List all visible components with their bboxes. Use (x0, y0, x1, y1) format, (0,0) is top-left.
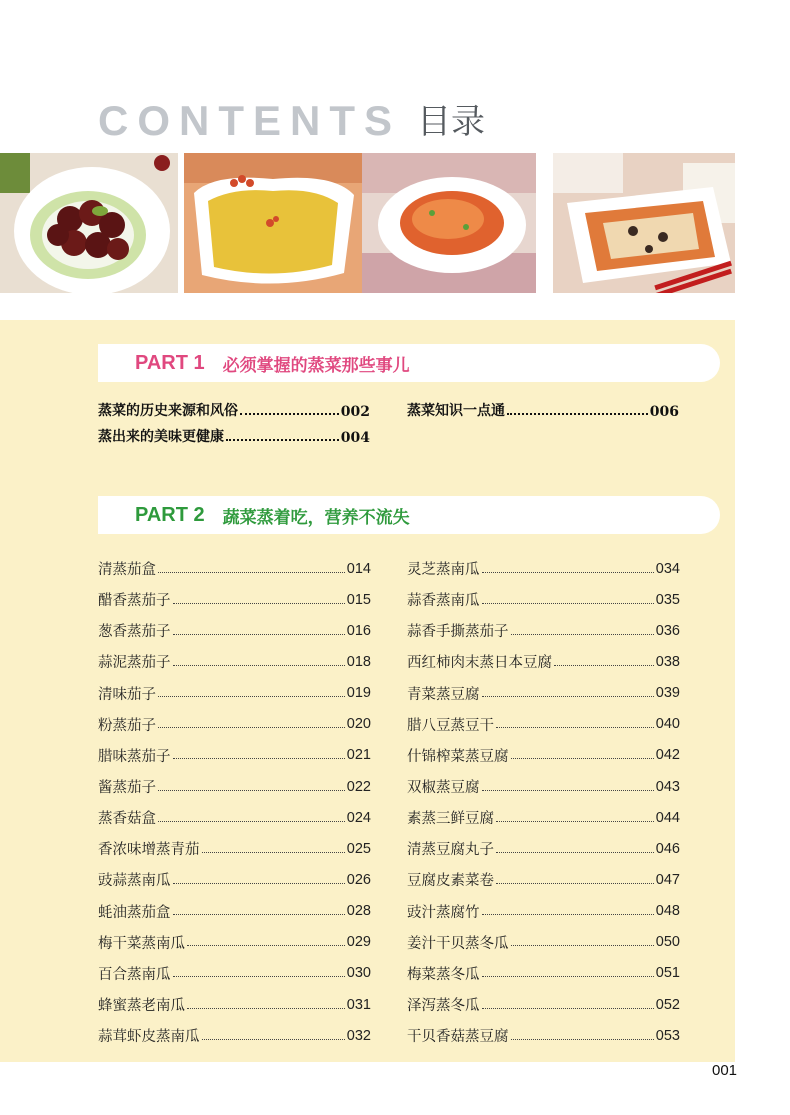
toc-entry-label: 蒜泥蒸茄子 (98, 655, 171, 672)
dot-leader (158, 571, 345, 573)
dot-leader (511, 944, 654, 946)
toc-entry-label: 素蒸三鲜豆腐 (407, 811, 494, 828)
part2-title: 蔬菜蒸着吃，营养不流失 (222, 507, 410, 528)
part1-number: PART 1 (135, 351, 205, 374)
toc-entry-page: 020 (346, 716, 371, 733)
dot-leader (482, 571, 654, 573)
toc-entry[interactable] (407, 833, 680, 864)
toc-entry-page: 035 (655, 591, 680, 608)
toc-entry[interactable] (407, 958, 680, 989)
toc-entry-label: 蒜香蒸南瓜 (407, 593, 480, 610)
dot-leader (173, 757, 345, 759)
toc-entry[interactable] (98, 989, 371, 1020)
dot-leader (158, 695, 345, 697)
dot-leader (173, 882, 345, 884)
toc-entry[interactable] (98, 833, 371, 864)
shredded-carrot-dish-photo (362, 153, 536, 293)
toc-entry[interactable] (407, 615, 680, 646)
toc-entry-label: 清蒸豆腐丸子 (407, 842, 494, 859)
steamed-corn-pudding-photo (184, 153, 362, 293)
dot-leader (226, 439, 339, 441)
part1-title: 必须掌握的蒸菜那些事儿 (222, 355, 410, 376)
page-title (98, 92, 485, 142)
dot-leader (482, 1007, 654, 1009)
toc-entry-page: 043 (655, 778, 680, 795)
toc-entry-label: 清蒸茄盒 (98, 562, 156, 579)
dot-leader (496, 820, 654, 822)
dot-leader (158, 820, 345, 822)
toc-entry[interactable] (407, 802, 680, 833)
toc-entry-label: 蒸出来的美味更健康 (98, 429, 224, 445)
toc-entry[interactable] (407, 864, 680, 895)
dot-leader (173, 633, 345, 635)
toc-entry[interactable] (98, 802, 371, 833)
toc-entry-label: 豉汁蒸腐竹 (407, 904, 480, 921)
toc-entry[interactable] (98, 584, 371, 615)
dot-leader (173, 664, 345, 666)
toc-entry[interactable] (98, 646, 371, 677)
toc-entry-label: 泽泻蒸冬瓜 (407, 998, 480, 1015)
toc-entry[interactable] (98, 896, 371, 927)
toc-entry-label: 百合蒸南瓜 (98, 966, 171, 983)
toc-entry-page: 016 (346, 622, 371, 639)
toc-entry[interactable] (407, 678, 680, 709)
toc-entry-page: 042 (655, 747, 680, 764)
toc-entry-label: 腊味蒸茄子 (98, 748, 171, 765)
toc-entry-page: 030 (346, 965, 371, 982)
toc-entry[interactable] (407, 709, 680, 740)
dot-leader (187, 944, 345, 946)
toc-entry-page: 026 (346, 871, 371, 888)
toc-entry-page: 038 (655, 653, 680, 670)
toc-entry-page: 014 (346, 560, 371, 577)
toc-entry-page: 040 (655, 716, 680, 733)
dot-leader (554, 664, 654, 666)
toc-entry-page: 004 (340, 430, 370, 446)
toc-entry-page: 006 (649, 404, 679, 420)
toc-entry-page: 052 (655, 996, 680, 1013)
toc-entry-label: 蚝油蒸茄盒 (98, 904, 171, 921)
toc-entry-page: 031 (346, 996, 371, 1013)
toc-entry[interactable] (407, 771, 680, 802)
part1-header (98, 344, 720, 382)
toc-entry-label: 腊八豆蒸豆干 (407, 717, 494, 734)
part2-right-column (407, 553, 680, 1051)
toc-entry-label: 什锦榨菜蒸豆腐 (407, 748, 509, 765)
dot-leader (482, 602, 654, 604)
dot-leader (507, 413, 648, 415)
toc-entry-label: 姜汁干贝蒸冬瓜 (407, 935, 509, 952)
toc-entry-page: 002 (340, 404, 370, 420)
toc-entry-label: 西红柿肉末蒸日本豆腐 (407, 655, 552, 672)
toc-entry-page: 046 (655, 840, 680, 857)
toc-entry[interactable] (98, 771, 371, 802)
toc-entry[interactable] (407, 989, 680, 1020)
dot-leader (158, 726, 345, 728)
dot-leader (496, 851, 654, 853)
toc-entry[interactable] (407, 927, 680, 958)
toc-entry-page: 028 (346, 903, 371, 920)
dot-leader (173, 975, 345, 977)
toc-entry-label: 蒜茸虾皮蒸南瓜 (98, 1029, 200, 1046)
mixed-shredded-vegetables-photo (553, 153, 735, 293)
toc-entry[interactable] (98, 553, 371, 584)
toc-entry-label: 青菜蒸豆腐 (407, 686, 480, 703)
toc-entry[interactable] (407, 584, 680, 615)
toc-entry-page: 053 (655, 1027, 680, 1044)
page-number: 001 (712, 1062, 738, 1079)
toc-entry-page: 036 (655, 622, 680, 639)
toc-entry[interactable] (98, 615, 371, 646)
dot-leader (173, 602, 345, 604)
toc-entry[interactable] (407, 740, 680, 771)
toc-entry-page: 022 (346, 778, 371, 795)
toc-entry-label: 梅干菜蒸南瓜 (98, 935, 185, 952)
toc-entry[interactable] (407, 646, 680, 677)
toc-entry-label: 香浓味增蒸青茄 (98, 842, 200, 859)
dot-leader (202, 1038, 345, 1040)
toc-entry-label: 蒸香菇盒 (98, 811, 156, 828)
toc-entry-label: 灵芝蒸南瓜 (407, 562, 480, 579)
toc-entry-label: 酱蒸茄子 (98, 780, 156, 797)
title-chinese: 目录 (417, 102, 485, 142)
toc-entry-page: 050 (655, 934, 680, 951)
toc-entry-page: 032 (346, 1027, 371, 1044)
toc-entry[interactable] (407, 553, 680, 584)
toc-entry-label: 清味茄子 (98, 686, 156, 703)
dot-leader (511, 633, 654, 635)
toc-entry[interactable] (98, 1020, 371, 1051)
toc-entry-label: 蒸菜的历史来源和风俗 (98, 403, 238, 419)
toc-entry-label: 豆腐皮素菜卷 (407, 873, 494, 890)
toc-entry-page: 015 (346, 591, 371, 608)
toc-entry-label: 蒜香手撕蒸茄子 (407, 624, 509, 641)
toc-entry-label: 粉蒸茄子 (98, 717, 156, 734)
toc-entry[interactable] (98, 740, 371, 771)
part2-number: PART 2 (135, 503, 205, 526)
toc-entry-page: 021 (346, 747, 371, 764)
toc-entry[interactable] (98, 400, 370, 420)
steamed-jujube-dish-photo (0, 153, 178, 293)
dot-leader (482, 695, 654, 697)
title-english: CONTENTS (98, 97, 401, 144)
dot-leader (496, 882, 654, 884)
toc-entry-page: 019 (346, 685, 371, 702)
dot-leader (496, 726, 654, 728)
toc-entry-page: 039 (655, 685, 680, 702)
toc-entry-label: 双椒蒸豆腐 (407, 780, 480, 797)
toc-entry-page: 051 (655, 965, 680, 982)
toc-entry-page: 018 (346, 653, 371, 670)
dot-leader (511, 757, 654, 759)
dot-leader (202, 851, 345, 853)
part2-left-column (98, 553, 371, 1051)
toc-entry-label: 蜂蜜蒸老南瓜 (98, 998, 185, 1015)
toc-entry-page: 034 (655, 560, 680, 577)
toc-entry-label: 豉蒜蒸南瓜 (98, 873, 171, 890)
toc-entry[interactable] (98, 927, 371, 958)
dot-leader (482, 913, 654, 915)
toc-entry[interactable] (98, 678, 371, 709)
dot-leader (187, 1007, 345, 1009)
toc-entry-page: 048 (655, 903, 680, 920)
part2-header (98, 496, 720, 534)
toc-entry[interactable] (407, 400, 679, 420)
toc-entry[interactable] (407, 896, 680, 927)
toc-entry[interactable] (98, 709, 371, 740)
dot-leader (482, 789, 654, 791)
toc-entry-label: 梅菜蒸冬瓜 (407, 966, 480, 983)
toc-entry[interactable] (407, 1020, 680, 1051)
toc-entry[interactable] (98, 864, 371, 895)
toc-entry-page: 024 (346, 809, 371, 826)
toc-entry-page: 044 (655, 809, 680, 826)
dot-leader (482, 975, 654, 977)
toc-entry-page: 025 (346, 840, 371, 857)
toc-entry-page: 029 (346, 934, 371, 951)
toc-entry-label: 醋香蒸茄子 (98, 593, 171, 610)
toc-entry-label: 蒸菜知识一点通 (407, 403, 505, 419)
toc-entry[interactable] (98, 426, 370, 446)
toc-entry-page: 047 (655, 871, 680, 888)
dot-leader (158, 789, 345, 791)
dot-leader (173, 913, 345, 915)
dot-leader (511, 1038, 654, 1040)
toc-entry-label: 干贝香菇蒸豆腐 (407, 1029, 509, 1046)
toc-entry[interactable] (98, 958, 371, 989)
toc-entry-label: 葱香蒸茄子 (98, 624, 171, 641)
dot-leader (240, 413, 339, 415)
